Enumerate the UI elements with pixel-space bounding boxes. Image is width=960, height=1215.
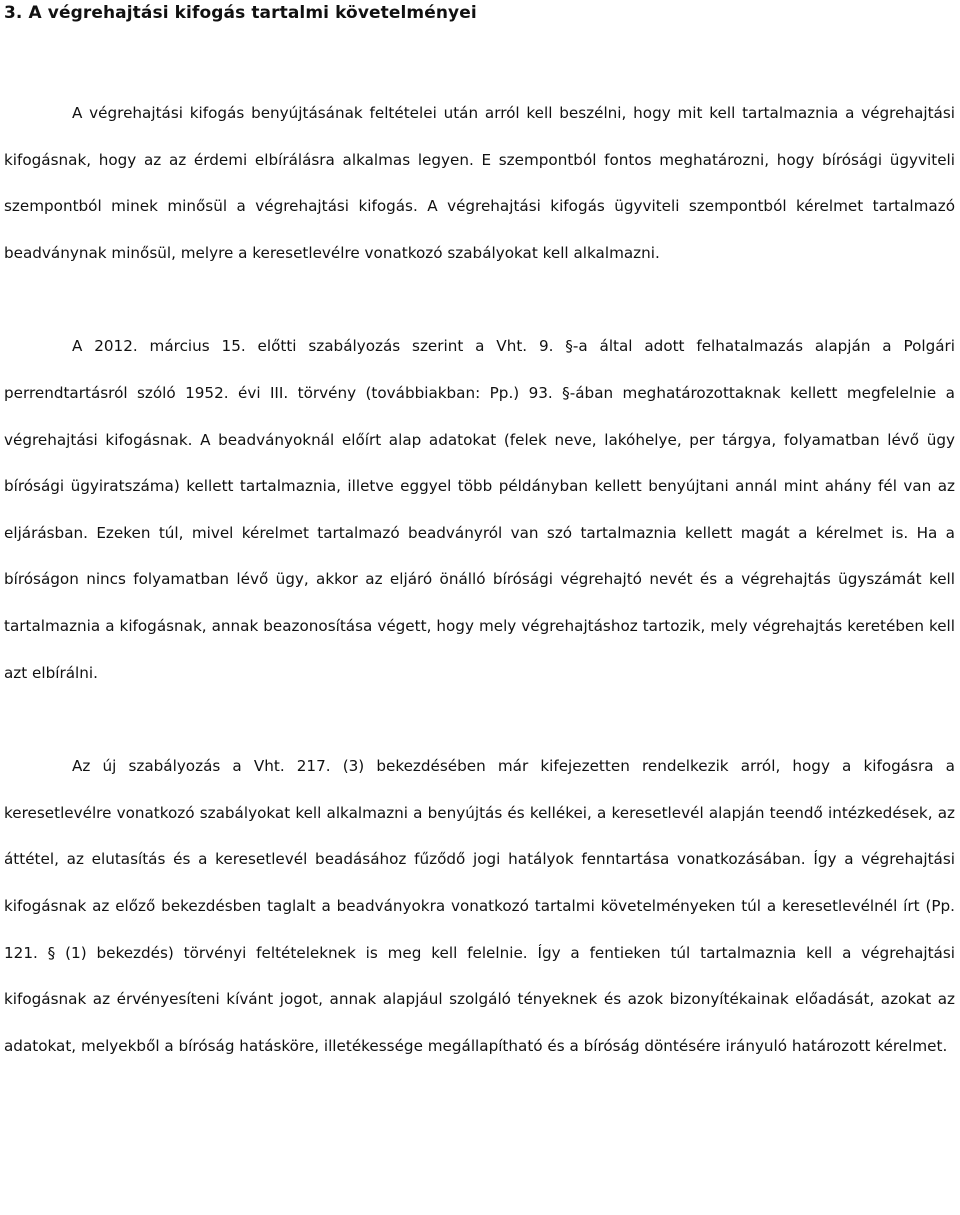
section-heading: 3. A végrehajtási kifogás tartalmi követelményei	[4, 3, 477, 23]
paragraph-1: A végrehajtási kifogás benyújtásának feltételei után arról kell beszélni, hogy mit kell tartalmaznia a végrehajtási kifogásnak, hogy az az érdemi elbírálásra alkalmas legyen. E szempontból fontos meghatározni, hogy bírósági ügyviteli szempontból minek minősül a végrehajtási kifogás. A végrehajtási kifogás ügyviteli szempontból kérelmet tartalmazó beadványnak minősül, melyre a keresetlevélre vonatkozó szabályokat kell alkalmazni.	[4, 104, 955, 262]
paragraph-3: Az új szabályozás a Vht. 217. (3) bekezdésében már kifejezetten rendelkezik arról, hogy a kifogásra a keresetlevélre vonatkozó szabályokat kell alkalmazni a benyújtás és kellékei, a keresetlevél alapján teendő intézkedések, az áttétel, az elutasítás és a keresetlevél beadásához fűződő jogi hatályok fenntartása vonatkozásában. Így a végrehajtási kifogásnak az előző bekezdésben taglalt a beadványokra vonatkozó tartalmi követelményeken túl a keresetlevélnél írt (Pp. 121. § (1) bekezdés) törvényi feltételeknek is meg kell felelnie. Így a fentieken túl tartalmaznia kell a végrehajtási kifogásnak az érvényesíteni kívánt jogot, annak alapjául szolgáló tényeknek és azok bizonyítékainak előadását, azokat az adatokat, melyekből a bíróság hatásköre, illetékessége megállapítható és a bíróság döntésére irányuló határozott kérelmet.	[4, 757, 955, 1055]
paragraph-2: A 2012. március 15. előtti szabályozás szerint a Vht. 9. §-a által adott felhatalmazás alapján a Polgári perrendtartásról szóló 1952. évi III. törvény (továbbiakban: Pp.) 93. §-ában meghatározottaknak kellett megfelelnie a végrehajtási kifogásnak. A beadványoknál előírt alap adatokat (felek neve, lakóhelye, per tárgya, folyamatban lévő ügy bírósági ügyiratszáma) kellett tartalmaznia, illetve eggyel több példányban kellett benyújtani annál mint ahány fél van az eljárásban. Ezeken túl, mivel kérelmet tartalmazó beadványról van szó tartalmaznia kellett magát a kérelmet is. Ha a bíróságon nincs folyamatban lévő ügy, akkor az eljáró önálló bírósági végrehajtó nevét és a végrehajtás ügyszámát kell tartalmaznia a kifogásnak, annak beazonosítása végett, hogy mely végrehajtáshoz tartozik, mely végrehajtás keretében kell azt elbírálni.	[4, 337, 955, 682]
